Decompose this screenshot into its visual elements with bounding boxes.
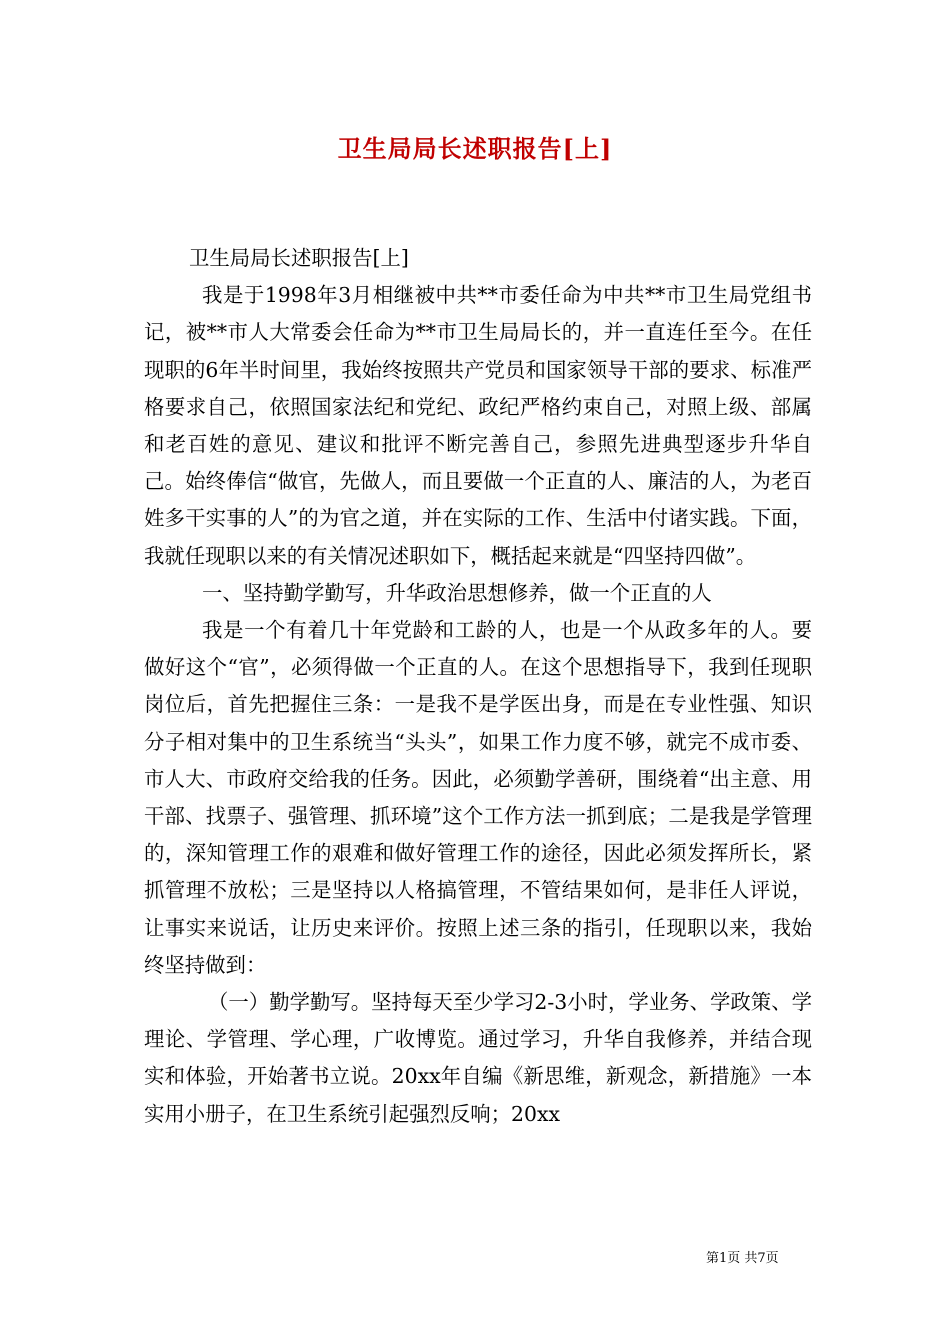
body-heading: 卫生局局长述职报告[上] — [189, 246, 409, 270]
body-paragraph: （一）勤学勤写。坚持每天至少学习2-3小时，学业务、学政策、学理论、学管理、学心理，广收博览。通过学习，升华自我修养，并结合现实和体验，开始著书立说。20xx年自编《新思维，新观念，新措施》一本实用小册子，在卫生系统引起强烈反响；20xx — [144, 990, 812, 1126]
page-number: 第1页 共7页 — [706, 1251, 779, 1266]
body-paragraph: 我是于1998年3月相继被中共**市委任命为中共**市卫生局党组书记，被**市人大常委会任命为**市卫生局局长的，并一直连任至今。在任现职的6年半时间里，我始终按照共产党员和国家领导干部的要求、标准严格要求自己，依照国家法纪和党纪、政纪严格约束自己，对照上级、部属和老百姓的意见、建议和批评不断完善自己，参照先进典型逐步升华自己。始终俸信“做官，先做人，而且要做一个正直的人、廉洁的人，为老百姓多干实事的人”的为官之道，并在实际的工作、生活中付诸实践。下面，我就任现职以来的有关情况述职如下，概括起来就是“四坚持四做”。 — [144, 283, 812, 568]
document-body — [144, 240, 812, 1133]
body-paragraph: 我是一个有着几十年党龄和工龄的人，也是一个从政多年的人。要做好这个“官”，必须得做一个正直的人。在这个思想指导下，我到任现职岗位后，首先把握住三条：一是我不是学医出身，而是在专业性强、知识分子相对集中的卫生系统当“头头”，如果工作力度不够，就完不成市委、市人大、市政府交给我的任务。因此，必须勤学善研，围绕着“出主意、用干部、找票子、强管理、抓环境”这个工作方法一抓到底；二是我是学管理的，深知管理工作的艰难和做好管理工作的途径，因此必须发挥所长，紧抓管理不放松；三是坚持以人格搞管理，不管结果如何，是非任人评说，让事实来说话，让历史来评价。按照上述三条的指引，任现职以来，我始终坚持做到： — [144, 618, 812, 977]
page-title: 卫生局局长述职报告[上] — [337, 134, 613, 163]
section-heading: 一、坚持勤学勤写，升华政治思想修养，做一个正直的人 — [202, 580, 712, 605]
